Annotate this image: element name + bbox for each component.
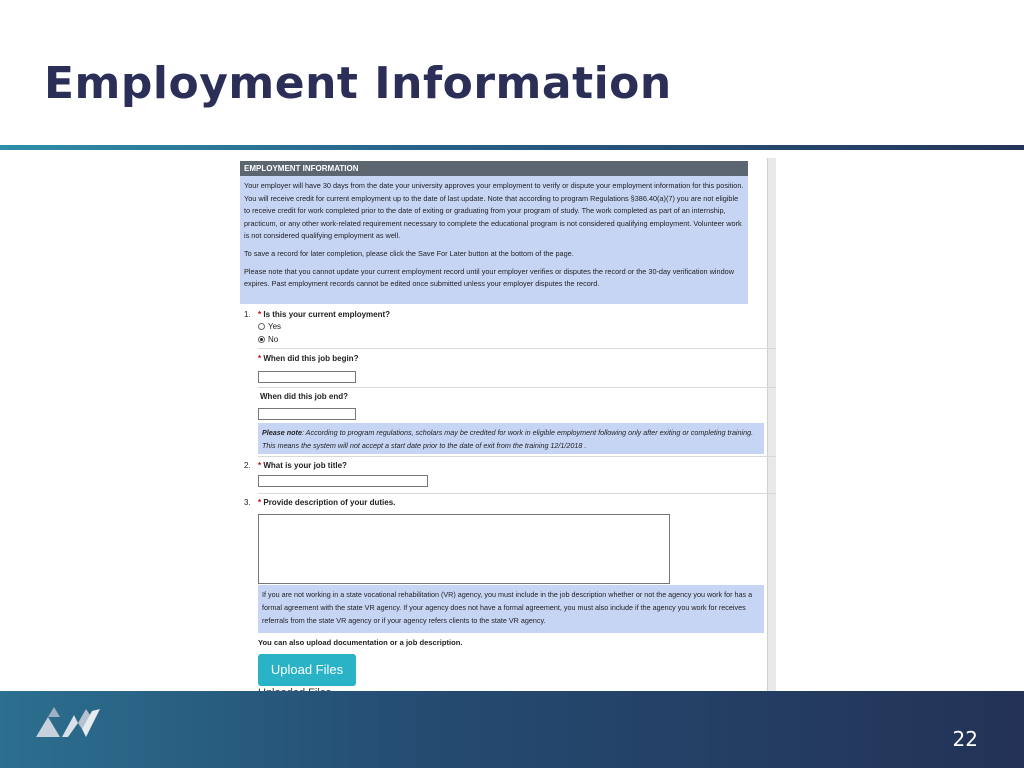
required-marker: * [258,461,262,470]
begin-date-label [258,354,358,363]
question-2-number: 2. [244,461,251,470]
instructions-box [240,176,748,304]
radio-no-label: No [268,335,279,344]
divider [258,456,776,457]
instructions-paragraph-1: Your employer will have 30 days from the date your university approves your employment to verify or dispute your employment information for this position. You will receive credit for current employment up to the date of last update. Note that according to program Regulations §386.40(a)(7) you are not eligible to receive credit for work completed prior to the date of exiting or graduating from your program of study. The work completed as part of an internship, practicum, or any other work-related requirement necessary to complete the educational program is not considered qualifying employment. Volunteer work is not considered qualifying employment as well. [244,181,744,241]
divider [258,348,776,349]
note-lead: Please note [262,428,302,437]
title-divider [0,145,1024,150]
instructions-paragraph-2: To save a record for later completion, please click the Save For Later button at the bottom of the page. [244,248,574,258]
section-header: EMPLOYMENT INFORMATION [240,161,748,176]
upload-files-button[interactable]: Upload Files [258,654,356,686]
required-marker: * [258,354,262,363]
question-2-text: What is your job title? [263,461,347,470]
job-title-input[interactable] [258,475,428,487]
question-1-label [258,310,390,319]
radio-yes-label: Yes [268,322,282,331]
question-3-number: 3. [244,498,251,507]
begin-date-text: When did this job begin? [263,354,359,363]
required-marker: * [258,498,262,507]
begin-date-input[interactable] [258,371,356,383]
end-date-label: When did this job end? [260,392,348,401]
divider [258,493,776,494]
radio-yes-circle[interactable] [258,323,265,330]
question-1-number: 1. [244,310,251,319]
slide-title: Employment Information [44,58,672,109]
end-date-input[interactable] [258,408,356,420]
page-number: 22 [952,727,978,751]
upload-note: You can also upload documentation or a job description. [258,638,463,647]
question-3-label [258,498,395,507]
duties-textarea[interactable] [258,514,670,584]
question-2-label [258,461,347,470]
radio-no-circle[interactable] [258,336,265,343]
question-1-text: Is this your current employment? [263,310,391,319]
divider [258,387,776,388]
form-scrollbar[interactable] [767,158,776,691]
note-text: : According to program regulations, scholars may be credited for work in eligible employment following only after exiting or completing training. This means the system will not accept a start date prior to the date of exit from the training 12/1/2018 . [262,428,754,450]
vr-agency-note: If you are not working in a state vocational rehabilitation (VR) agency, you must include in the job description whether or not the agency you work for has a formal agreement with the state VR agency. If your agency does not have a formal agreement, you must also include if the agency you work for receives referrals from the state VR agency or if your agency refers clients to the state VR agency. [258,585,764,633]
instructions-paragraph-3: Please note that you cannot update your current employment record until your employer verifies or disputes the record or the 30-day verification window expires. Past employment records cannot be edited once submitted unless your employer disputes the record. [244,266,734,289]
radio-no[interactable] [258,335,278,344]
start-date-note [258,423,764,454]
form-screenshot [240,158,776,691]
radio-yes[interactable] [258,322,281,331]
question-3-text: Provide description of your duties. [263,498,396,507]
stylized-av-logo-icon [34,701,104,741]
required-marker: * [258,310,262,319]
footer-bar [0,691,1024,768]
